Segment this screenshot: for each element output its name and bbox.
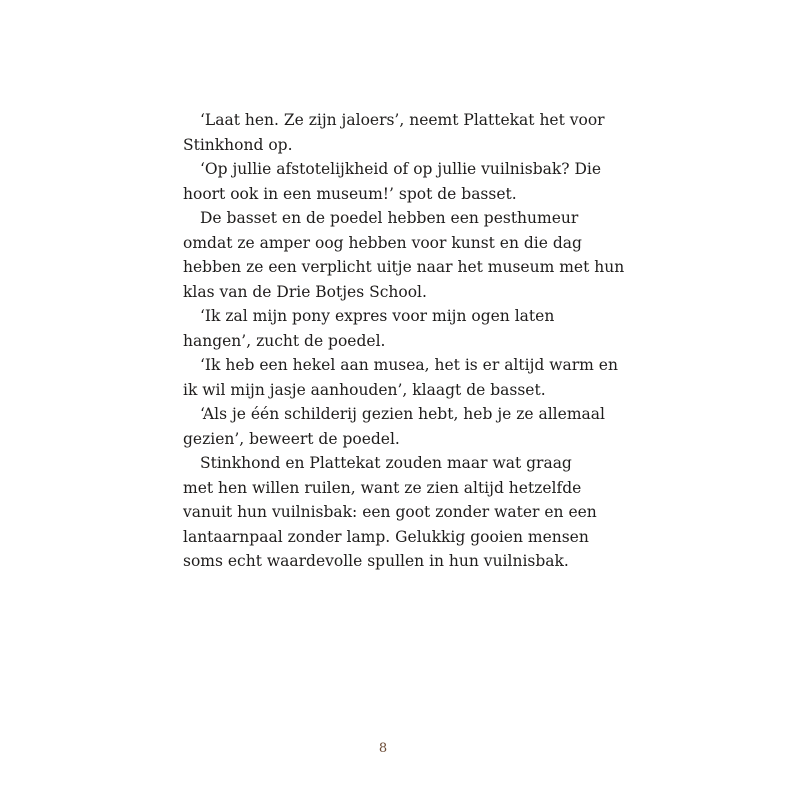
text-line: hebben ze een verplicht uitje naar het museum met hun [183,258,625,276]
text-line: vanuit hun vuilnisbak: een goot zonder water en een [183,503,597,521]
text-line: Stinkhond op. [183,135,293,154]
text-line: hangen’, zucht de poedel. [183,331,386,350]
text-line: lantaarnpaal zonder lamp. Gelukkig gooien mensen [183,527,589,546]
text-line: gezien’, beweert de poedel. [183,429,400,448]
text-line: ‘Ik zal mijn pony expres voor mijn ogen laten [200,307,555,325]
text-line: soms echt waardevolle spullen in hun vuilnisbak. [183,552,569,570]
text-line: ‘Ik heb een hekel aan musea, het is er altijd warm en [200,356,618,374]
text-line: klas van de Drie Botjes School. [183,282,427,301]
text-line: omdat ze amper oog hebben voor kunst en die dag [183,233,582,252]
text-line: met hen willen ruilen, want ze zien altijd hetzelfde [183,478,582,497]
text-line: ‘Op jullie afstotelijkheid of op jullie vuilnisbak? Die [200,160,602,178]
body-text [183,108,625,574]
text-line: ‘Laat hen. Ze zijn jaloers’, neemt Plattekat het voor [200,111,605,129]
text-line: De basset en de poedel hebben een pesthumeur [200,209,579,227]
text-line: ‘Als je één schilderij gezien hebt, heb je ze allemaal [200,405,605,423]
text-line: hoort ook in een museum!’ spot de basset. [183,184,517,203]
text-line: ik wil mijn jasje aanhouden’, klaagt de basset. [183,380,546,399]
page-number: 8 [378,741,388,756]
text-line: Stinkhond en Plattekat zouden maar wat graag [200,454,572,472]
